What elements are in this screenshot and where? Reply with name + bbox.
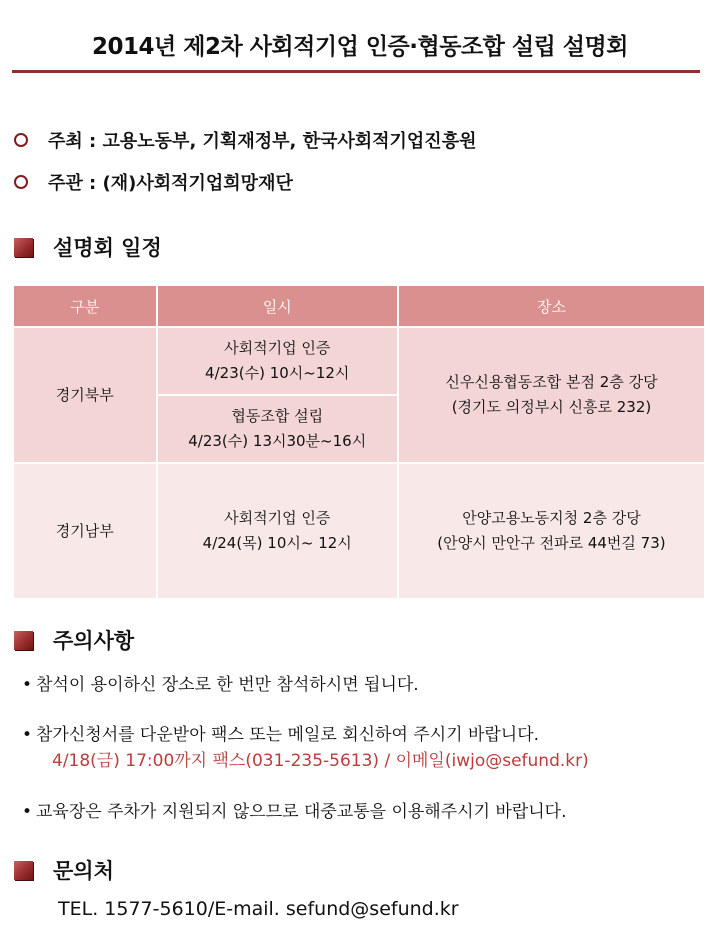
deadline-text: 4/18(금) 17:00까지 팩스(031-235-5613) / 이메일(iwjo@sefund.kr) <box>52 751 589 771</box>
venue-name: 신우신용협동조합 본점 2층 강당 <box>445 373 658 391</box>
organizer-manager-label: 주관 : (재)사회적기업희망재단 <box>48 173 293 194</box>
venue-cell-south <box>398 463 705 599</box>
venue-name: 안양고용노동지청 2층 강당 <box>462 509 641 527</box>
square-bullet-icon <box>14 631 33 650</box>
circle-bullet-icon <box>14 133 28 147</box>
session-title: 사회적기업 인증 <box>224 509 331 527</box>
session-time: 4/23(수) 13시30분~16시 <box>188 432 367 450</box>
note-text: 교육장은 주차가 지원되지 않으므로 대중교통을 이용해주시기 바랍니다. <box>36 802 567 822</box>
session-title: 협동조합 설립 <box>231 407 324 425</box>
note-text: 참가신청서를 다운받아 팩스 또는 메일로 회신하여 주시기 바랍니다. <box>36 725 540 745</box>
session-title: 사회적기업 인증 <box>224 339 331 357</box>
column-header-venue: 장소 <box>398 285 705 327</box>
session-cell-north-2 <box>157 395 398 463</box>
organizer-manager-row <box>14 170 293 194</box>
region-cell-south: 경기남부 <box>13 463 157 599</box>
region-cell-north: 경기북부 <box>13 327 157 463</box>
table-row <box>13 327 705 395</box>
contact-info: TEL. 1577-5610/E-mail. sefund@sefund.kr <box>58 898 459 920</box>
notes-section-heading <box>14 626 134 654</box>
circle-bullet-icon <box>14 175 28 189</box>
note-item-1 <box>22 670 419 695</box>
dot-bullet-icon: • <box>22 675 33 695</box>
contact-heading-text: 문의처 <box>53 859 114 883</box>
dot-bullet-icon: • <box>22 725 33 745</box>
venue-cell-north <box>398 327 705 463</box>
schedule-table <box>12 284 706 600</box>
schedule-section-heading <box>14 233 162 261</box>
session-time: 4/24(목) 10시~ 12시 <box>202 534 352 552</box>
square-bullet-icon <box>14 238 33 257</box>
note-item-2 <box>22 720 539 745</box>
table-header-row <box>13 285 705 327</box>
organizer-host-label: 주최 : 고용노동부, 기획재정부, 한국사회적기업진흥원 <box>48 131 477 152</box>
page-title: 2014년 제2차 사회적기업 인증·협동조합 설립 설명회 <box>92 34 628 60</box>
venue-address: (경기도 의정부시 신흥로 232) <box>451 398 652 416</box>
table-row <box>13 463 705 599</box>
column-header-category: 구분 <box>13 285 157 327</box>
organizer-host-row <box>14 128 476 152</box>
session-cell-south-1 <box>157 463 398 599</box>
schedule-heading-text: 설명회 일정 <box>53 236 162 260</box>
notes-heading-text: 주의사항 <box>53 629 135 653</box>
note-text: 참석이 용이하신 장소로 한 번만 참석하시면 됩니다. <box>36 675 419 695</box>
dot-bullet-icon: • <box>22 802 33 822</box>
venue-address: (안양시 만안구 전파로 44번길 73) <box>437 534 666 552</box>
session-cell-north-1 <box>157 327 398 395</box>
session-time: 4/23(수) 10시~12시 <box>205 364 350 382</box>
column-header-datetime: 일시 <box>157 285 398 327</box>
square-bullet-icon <box>14 861 33 880</box>
title-divider <box>12 70 700 73</box>
note-item-3 <box>22 797 567 822</box>
contact-section-heading <box>14 856 114 884</box>
